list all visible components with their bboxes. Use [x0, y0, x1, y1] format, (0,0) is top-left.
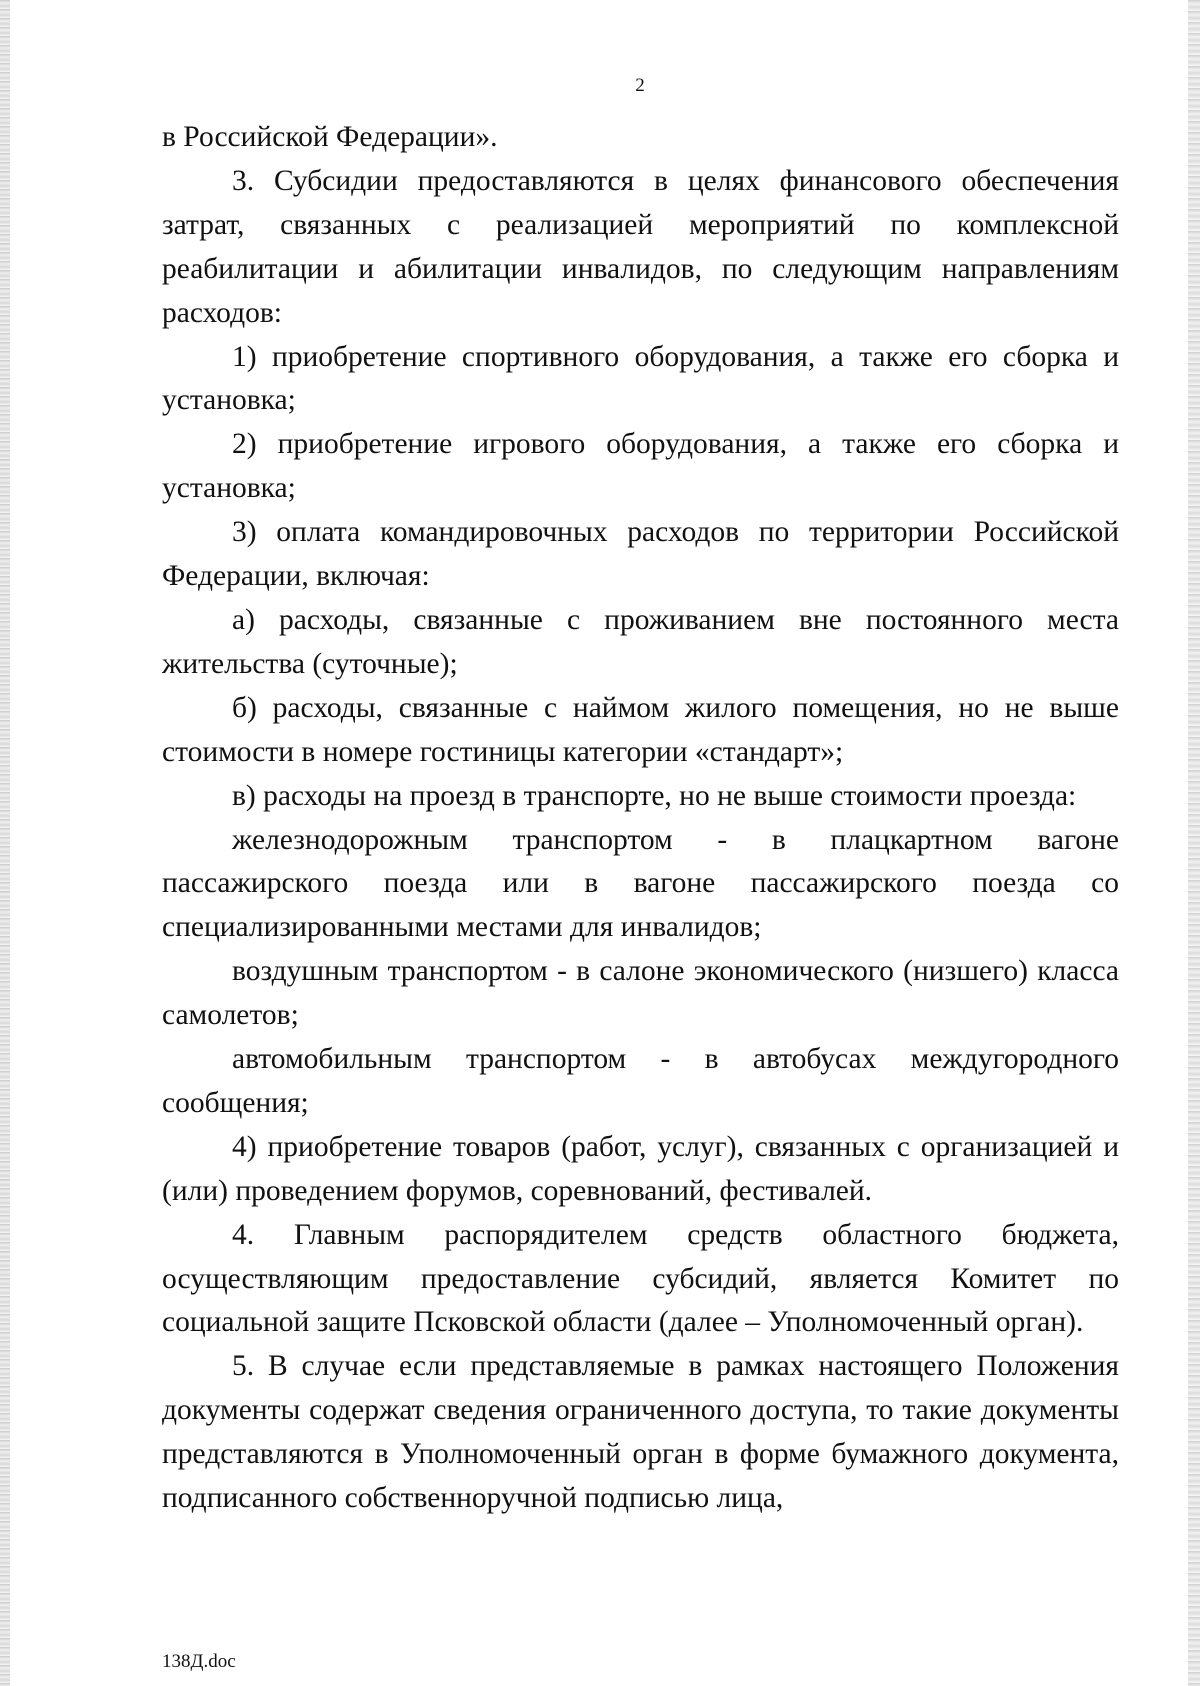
paragraph-4: 2) приобретение игрового оборудования, а также его сборка и установка; — [162, 428, 1119, 505]
paragraph-7: б) расходы, связанные с наймом жилого помещения, но не выше стоимости в номере гостиницы категории «стандарт»; — [162, 691, 1119, 768]
paragraph-10: воздушным транспортом - в салоне экономического (низшего) класса самолетов; — [162, 955, 1119, 1032]
paragraph-11: автомобильным транспортом - в автобусах междугородного сообщения; — [162, 1043, 1119, 1119]
scan-edge-right — [1188, 0, 1200, 1686]
paragraph-5: 3) оплата командировочных расходов по территории Российской Федерации, включая: — [162, 516, 1119, 593]
paragraph-9: железнодорожным транспортом - в плацкартном вагоне пассажирского поезда или в вагоне пассажирского поезда со специализированными местами для инвалидов; — [162, 823, 1119, 944]
paragraph-8: в) расходы на проезд в транспорте, но не выше стоимости проезда: — [232, 779, 1077, 812]
page-number: 2 — [635, 75, 645, 96]
paragraph-1: в Российской Федерации». — [162, 121, 498, 153]
scan-edge-left — [0, 0, 10, 1686]
document-body — [162, 116, 1119, 1521]
paragraph-6: а) расходы, связанные с проживанием вне постоянного места жительства (суточные); — [162, 603, 1119, 680]
paragraph-14: 5. В случае если представляемые в рамках настоящего Положения документы содержат сведения ограниченного доступа, то такие документы представляются в Уполномоченный орган в форме бумажного документа, подписанного собственноручной подписью лица, — [162, 1350, 1119, 1515]
file-name-footer: 138Д.doc — [162, 1651, 236, 1672]
paragraph-12: 4) приобретение товаров (работ, услуг), связанных с организацией и (или) проведением форумов, соревнований, фестивалей. — [162, 1130, 1119, 1207]
paragraph-2: 3. Субсидии предоставляются в целях финансового обеспечения затрат, связанных с реализацией мероприятий по комплексной реабилитации и абилитации инвалидов, по следующим направлениям расходов: — [162, 164, 1119, 329]
paragraph-13: 4. Главным распорядителем средств областного бюджета, осуществляющим предоставление субсидий, является Комитет по социальной защите Псковской области (далее – Уполномоченный орган). — [162, 1218, 1119, 1339]
paragraph-3: 1) приобретение спортивного оборудования, а также его сборка и установка; — [162, 340, 1119, 417]
